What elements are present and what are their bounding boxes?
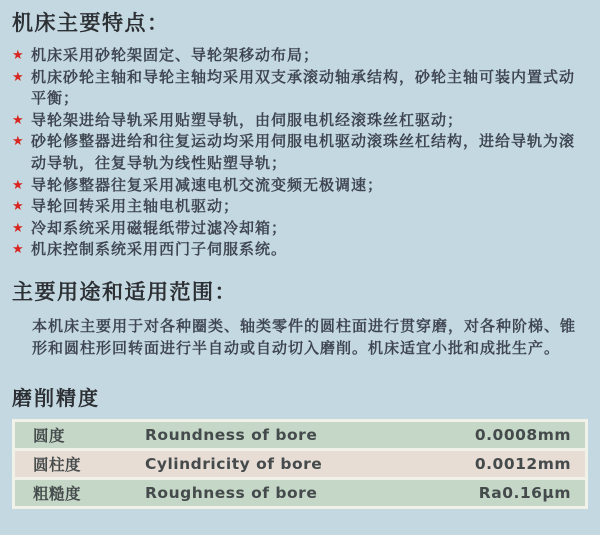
precision-title: 磨削精度 xyxy=(12,385,100,410)
feature-list-item xyxy=(12,131,588,174)
feature-item-text: 导轮架进给导轨采用贴塑导轨，由伺服电机经滚珠丝杠驱动； xyxy=(31,110,464,129)
feature-item-text: 机床采用砂轮架固定、导轮架移动布局； xyxy=(31,46,320,64)
star-bullet-icon: ★ xyxy=(12,112,24,128)
precision-table-row xyxy=(15,480,585,506)
feature-item-text: 砂轮修整器进给和往复运动均采用伺服电机驱动滚珠丝杠结构，进给导轨为滚动导轨，往复导轨为线性贴塑导轨； xyxy=(31,132,576,172)
usage-body-text: 本机床主要用于对各种圈类、轴类零件的圆柱面进行贯穿磨，对各种阶梯、锥形和圆柱形回转面进行半自动或自动切入磨削。机床适宜小批和成批生产。 xyxy=(32,316,577,357)
metric-name-en: Roundness of bore xyxy=(145,425,318,444)
precision-section xyxy=(12,385,588,509)
feature-list-item xyxy=(12,67,588,110)
feature-item-text: 冷却系统采用磁辊纸带过滤冷却箱； xyxy=(31,218,288,237)
metric-value: 0.0012mm xyxy=(474,454,571,473)
star-bullet-icon: ★ xyxy=(12,220,24,236)
metric-value: 0.0008mm xyxy=(474,425,571,444)
feature-list-item xyxy=(12,196,588,218)
precision-table xyxy=(12,419,588,509)
feature-list-item xyxy=(12,175,588,197)
metric-name-en: Cylindricity of bore xyxy=(145,454,323,473)
metric-name-cn: 粗糙度 xyxy=(33,484,82,503)
metric-name-cn: 圆柱度 xyxy=(33,455,82,474)
feature-item-text: 导轮回转采用主轴电机驱动； xyxy=(31,197,240,216)
precision-table-row xyxy=(15,451,585,477)
star-bullet-icon: ★ xyxy=(12,69,24,85)
star-bullet-icon: ★ xyxy=(12,48,24,63)
usage-section xyxy=(12,279,588,359)
feature-item-text: 机床砂轮主轴和导轮主轴均采用双支承滚动轴承结构，砂轮主轴可装内置式动平衡； xyxy=(31,67,576,108)
metric-value: Ra0.16μm xyxy=(478,483,571,502)
metric-name-en: Roughness of bore xyxy=(145,483,318,502)
precision-table-row xyxy=(15,422,585,448)
feature-list-item xyxy=(12,45,588,67)
usage-title: 主要用途和适用范围： xyxy=(12,279,237,304)
feature-list-item xyxy=(12,110,588,132)
feature-list-item xyxy=(12,239,588,261)
metric-name-cn: 圆度 xyxy=(33,426,66,445)
star-bullet-icon: ★ xyxy=(12,177,24,193)
feature-list-item xyxy=(12,218,588,240)
features-title: 机床主要特点： xyxy=(12,11,170,35)
features-section xyxy=(12,10,588,261)
features-list xyxy=(12,45,588,261)
star-bullet-icon: ★ xyxy=(12,242,24,258)
feature-item-text: 导轮修整器往复采用减速电机交流变频无极调速； xyxy=(31,175,384,194)
star-bullet-icon: ★ xyxy=(12,134,24,150)
feature-item-text: 机床控制系统采用西门子伺服系统。 xyxy=(31,240,288,259)
star-bullet-icon: ★ xyxy=(12,199,24,215)
